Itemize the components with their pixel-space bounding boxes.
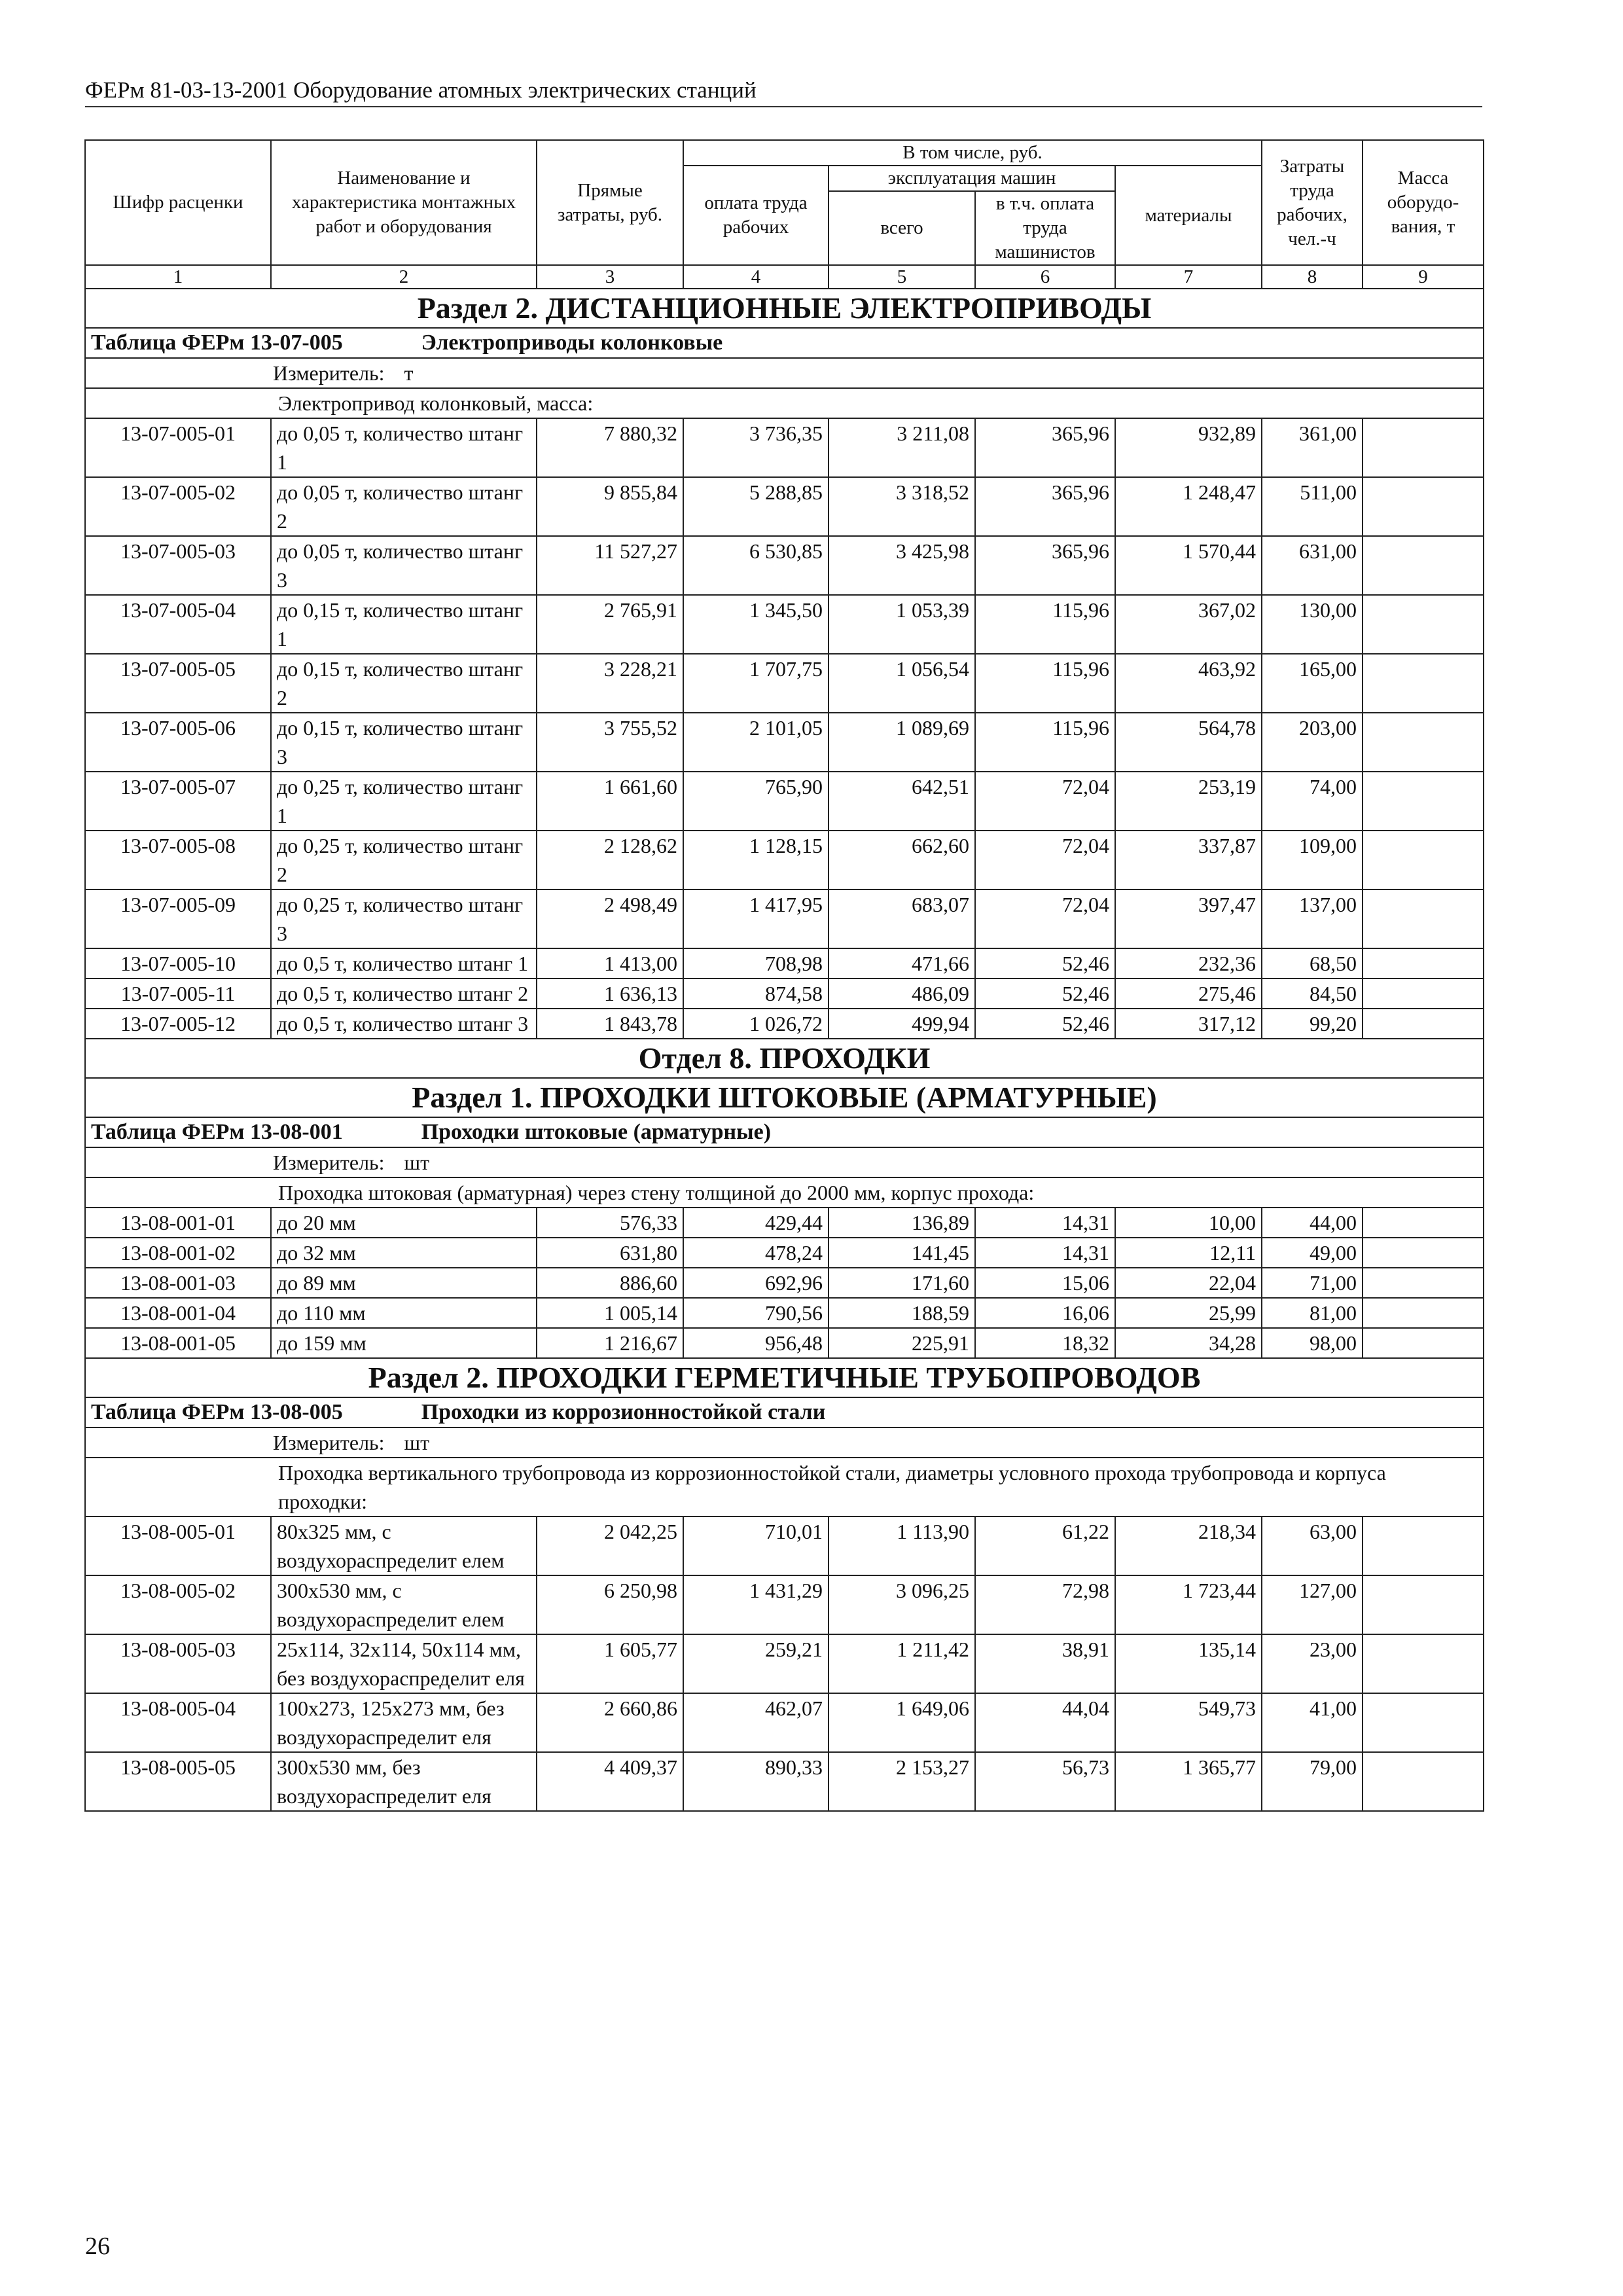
cell-name: 300х530 мм, без воздухораспределит еля	[271, 1752, 537, 1811]
cell-direct: 11 527,27	[537, 536, 683, 595]
cell-machinists: 52,46	[975, 1009, 1115, 1039]
cell-direct: 3 755,52	[537, 713, 683, 772]
cell-machines: 1 053,39	[829, 595, 975, 654]
section-title: Раздел 1. ПРОХОДКИ ШТОКОВЫЕ (АРМАТУРНЫЕ)	[85, 1078, 1484, 1117]
table-row	[85, 1575, 1484, 1634]
cell-materials: 12,11	[1115, 1238, 1262, 1268]
cell-mass	[1363, 1208, 1484, 1238]
cell-materials: 549,73	[1115, 1693, 1262, 1752]
department-title: Отдел 8. ПРОХОДКИ	[85, 1039, 1484, 1078]
cell-direct: 1 636,13	[537, 978, 683, 1009]
cell-materials: 564,78	[1115, 713, 1262, 772]
section-title: Раздел 2. ПРОХОДКИ ГЕРМЕТИЧНЫЕ ТРУБОПРОВОДОВ	[85, 1358, 1484, 1397]
cell-code: 13-07-005-03	[85, 536, 271, 595]
cell-code: 13-07-005-12	[85, 1009, 271, 1039]
cell-name: до 0,25 т, количество штанг 3	[271, 889, 537, 948]
cell-machines: 3 318,52	[829, 477, 975, 536]
cell-direct: 2 128,62	[537, 831, 683, 889]
group-caption: Проходка вертикального трубопровода из коррозионностойкой стали, диаметры условного прохода трубопровода и корпуса проходки:	[85, 1458, 1484, 1516]
table-title-row	[85, 1117, 1484, 1147]
cell-mass	[1363, 831, 1484, 889]
cell-materials: 275,46	[1115, 978, 1262, 1009]
cell-mass	[1363, 595, 1484, 654]
cell-wages: 6 530,85	[683, 536, 829, 595]
cell-machines: 225,91	[829, 1328, 975, 1358]
table-row	[85, 418, 1484, 477]
table-row	[85, 1298, 1484, 1328]
cell-materials: 34,28	[1115, 1328, 1262, 1358]
cell-materials: 1 723,44	[1115, 1575, 1262, 1634]
cell-wages: 708,98	[683, 948, 829, 978]
cell-name: до 110 мм	[271, 1298, 537, 1328]
cell-machines: 486,09	[829, 978, 975, 1009]
cell-machines: 642,51	[829, 772, 975, 831]
cell-wages: 790,56	[683, 1298, 829, 1328]
cell-code: 13-08-001-04	[85, 1298, 271, 1328]
cell-mass	[1363, 772, 1484, 831]
cell-code: 13-07-005-02	[85, 477, 271, 536]
cell-machines: 471,66	[829, 948, 975, 978]
col-number: 1	[85, 265, 271, 289]
cell-machinists: 115,96	[975, 654, 1115, 713]
cell-wages: 874,58	[683, 978, 829, 1009]
table-row	[85, 1328, 1484, 1358]
table-row	[85, 713, 1484, 772]
col-number: 6	[975, 265, 1115, 289]
cell-mass	[1363, 418, 1484, 477]
cell-materials: 135,14	[1115, 1634, 1262, 1693]
cell-materials: 25,99	[1115, 1298, 1262, 1328]
table-row	[85, 948, 1484, 978]
cell-machinists: 16,06	[975, 1298, 1115, 1328]
cell-wages: 3 736,35	[683, 418, 829, 477]
cell-labor: 130,00	[1262, 595, 1363, 654]
cell-direct: 1 661,60	[537, 772, 683, 831]
cell-mass	[1363, 889, 1484, 948]
col-number: 2	[271, 265, 537, 289]
col-header-including: В том числе, руб.	[683, 140, 1262, 166]
cell-name: 300х530 мм, с воздухораспределит елем	[271, 1575, 537, 1634]
cell-machines: 171,60	[829, 1268, 975, 1298]
col-number: 5	[829, 265, 975, 289]
page-number: 26	[85, 2233, 110, 2260]
cell-wages: 1 345,50	[683, 595, 829, 654]
cell-wages: 956,48	[683, 1328, 829, 1358]
table-row	[85, 536, 1484, 595]
table-title	[85, 328, 1484, 358]
cell-machinists: 365,96	[975, 477, 1115, 536]
meter-row	[85, 358, 1484, 388]
cell-direct: 631,80	[537, 1238, 683, 1268]
cell-labor: 71,00	[1262, 1268, 1363, 1298]
cell-machinists: 14,31	[975, 1208, 1115, 1238]
cell-mass	[1363, 1693, 1484, 1752]
table-name: Проходки из коррозионностойкой стали	[421, 1400, 826, 1424]
table-row	[85, 1208, 1484, 1238]
group-caption: Проходка штоковая (арматурная) через стену толщиной до 2000 мм, корпус прохода:	[85, 1177, 1484, 1208]
meter-unit: шт	[404, 1431, 430, 1454]
cell-code: 13-08-001-05	[85, 1328, 271, 1358]
cell-labor: 41,00	[1262, 1693, 1363, 1752]
cell-machinists: 44,04	[975, 1693, 1115, 1752]
cell-machinists: 365,96	[975, 418, 1115, 477]
cell-code: 13-08-005-04	[85, 1693, 271, 1752]
cell-machinists: 52,46	[975, 948, 1115, 978]
meter	[85, 358, 1484, 388]
table-body	[85, 289, 1484, 1811]
cell-name: до 0,05 т, количество штанг 1	[271, 418, 537, 477]
table-row	[85, 978, 1484, 1009]
table-title	[85, 1397, 1484, 1427]
cell-wages: 710,01	[683, 1516, 829, 1575]
cell-materials: 337,87	[1115, 831, 1262, 889]
cell-wages: 1 417,95	[683, 889, 829, 948]
cell-code: 13-08-005-02	[85, 1575, 271, 1634]
cell-code: 13-07-005-08	[85, 831, 271, 889]
cell-mass	[1363, 1752, 1484, 1811]
cell-name: 80х325 мм, с воздухораспределит елем	[271, 1516, 537, 1575]
cell-machines: 3 096,25	[829, 1575, 975, 1634]
cell-machines: 3 425,98	[829, 536, 975, 595]
table-row	[85, 1516, 1484, 1575]
cell-mass	[1363, 948, 1484, 978]
cell-labor: 49,00	[1262, 1238, 1363, 1268]
col-header-machines: эксплуатация машин	[829, 166, 1115, 191]
cell-code: 13-08-001-02	[85, 1238, 271, 1268]
cell-name: до 0,15 т, количество штанг 1	[271, 595, 537, 654]
caption-row	[85, 1177, 1484, 1208]
cell-code: 13-08-005-05	[85, 1752, 271, 1811]
table-row	[85, 1238, 1484, 1268]
cell-mass	[1363, 1328, 1484, 1358]
cell-code: 13-07-005-05	[85, 654, 271, 713]
cell-direct: 886,60	[537, 1268, 683, 1298]
group-caption: Электропривод колонковый, масса:	[85, 388, 1484, 418]
cell-machinists: 365,96	[975, 536, 1115, 595]
cell-name: до 0,25 т, количество штанг 1	[271, 772, 537, 831]
table-row	[85, 1752, 1484, 1811]
cell-direct: 6 250,98	[537, 1575, 683, 1634]
cell-wages: 259,21	[683, 1634, 829, 1693]
meter-label: Измеритель:	[273, 1431, 385, 1454]
cell-wages: 462,07	[683, 1693, 829, 1752]
meter	[85, 1147, 1484, 1177]
col-number: 8	[1262, 265, 1363, 289]
cell-labor: 81,00	[1262, 1298, 1363, 1328]
cell-code: 13-07-005-09	[85, 889, 271, 948]
cell-machines: 1 211,42	[829, 1634, 975, 1693]
table-row	[85, 831, 1484, 889]
cell-direct: 2 042,25	[537, 1516, 683, 1575]
cell-machinists: 18,32	[975, 1328, 1115, 1358]
cell-labor: 63,00	[1262, 1516, 1363, 1575]
table-code: Таблица ФЕРм 13-07-005	[91, 331, 343, 355]
rates-table	[84, 139, 1484, 1812]
cell-direct: 1 413,00	[537, 948, 683, 978]
table-row	[85, 1009, 1484, 1039]
cell-code: 13-07-005-04	[85, 595, 271, 654]
cell-name: до 0,05 т, количество штанг 3	[271, 536, 537, 595]
cell-mass	[1363, 1575, 1484, 1634]
col-header-machines-total: всего	[829, 191, 975, 265]
section-row	[85, 289, 1484, 328]
cell-wages: 1 707,75	[683, 654, 829, 713]
table-title	[85, 1117, 1484, 1147]
cell-direct: 1 005,14	[537, 1298, 683, 1328]
cell-materials: 1 365,77	[1115, 1752, 1262, 1811]
cell-wages: 890,33	[683, 1752, 829, 1811]
cell-labor: 99,20	[1262, 1009, 1363, 1039]
table-row	[85, 1693, 1484, 1752]
cell-machines: 136,89	[829, 1208, 975, 1238]
cell-machines: 1 649,06	[829, 1693, 975, 1752]
cell-direct: 2 765,91	[537, 595, 683, 654]
cell-name: до 0,15 т, количество штанг 2	[271, 654, 537, 713]
cell-mass	[1363, 477, 1484, 536]
cell-direct: 2 498,49	[537, 889, 683, 948]
cell-machinists: 38,91	[975, 1634, 1115, 1693]
cell-machines: 662,60	[829, 831, 975, 889]
table-name: Электроприводы колонковые	[421, 331, 723, 355]
caption-row	[85, 388, 1484, 418]
cell-labor: 68,50	[1262, 948, 1363, 978]
cell-name: до 0,25 т, количество штанг 2	[271, 831, 537, 889]
cell-code: 13-08-001-01	[85, 1208, 271, 1238]
section-row	[85, 1358, 1484, 1397]
caption-row	[85, 1458, 1484, 1516]
cell-code: 13-07-005-10	[85, 948, 271, 978]
cell-machinists: 72,98	[975, 1575, 1115, 1634]
cell-direct: 9 855,84	[537, 477, 683, 536]
cell-mass	[1363, 536, 1484, 595]
meter-label: Измеритель:	[273, 361, 385, 385]
cell-name: до 0,5 т, количество штанг 3	[271, 1009, 537, 1039]
col-header-direct: Прямые затраты, руб.	[537, 140, 683, 265]
cell-mass	[1363, 1268, 1484, 1298]
cell-labor: 44,00	[1262, 1208, 1363, 1238]
cell-materials: 367,02	[1115, 595, 1262, 654]
cell-materials: 218,34	[1115, 1516, 1262, 1575]
cell-machines: 2 153,27	[829, 1752, 975, 1811]
cell-machinists: 61,22	[975, 1516, 1115, 1575]
table-row	[85, 477, 1484, 536]
col-number: 9	[1363, 265, 1484, 289]
cell-name: до 159 мм	[271, 1328, 537, 1358]
cell-mass	[1363, 654, 1484, 713]
cell-wages: 478,24	[683, 1238, 829, 1268]
cell-mass	[1363, 978, 1484, 1009]
cell-wages: 1 431,29	[683, 1575, 829, 1634]
cell-direct: 3 228,21	[537, 654, 683, 713]
cell-machines: 499,94	[829, 1009, 975, 1039]
cell-machines: 141,45	[829, 1238, 975, 1268]
department-row	[85, 1039, 1484, 1078]
cell-direct: 2 660,86	[537, 1693, 683, 1752]
cell-labor: 127,00	[1262, 1575, 1363, 1634]
cell-machinists: 15,06	[975, 1268, 1115, 1298]
cell-machinists: 115,96	[975, 595, 1115, 654]
cell-name: 100х273, 125х273 мм, без воздухораспределит еля	[271, 1693, 537, 1752]
cell-machinists: 115,96	[975, 713, 1115, 772]
cell-name: 25х114, 32х114, 50х114 мм, без воздухораспределит еля	[271, 1634, 537, 1693]
cell-machinists: 72,04	[975, 889, 1115, 948]
cell-machinists: 52,46	[975, 978, 1115, 1009]
cell-wages: 429,44	[683, 1208, 829, 1238]
table-row	[85, 654, 1484, 713]
cell-wages: 1 128,15	[683, 831, 829, 889]
cell-labor: 203,00	[1262, 713, 1363, 772]
cell-direct: 576,33	[537, 1208, 683, 1238]
cell-machinists: 72,04	[975, 831, 1115, 889]
cell-name: до 0,5 т, количество штанг 1	[271, 948, 537, 978]
cell-code: 13-08-001-03	[85, 1268, 271, 1298]
table-row	[85, 595, 1484, 654]
table-title-row	[85, 1397, 1484, 1427]
cell-mass	[1363, 1634, 1484, 1693]
cell-labor: 361,00	[1262, 418, 1363, 477]
cell-materials: 10,00	[1115, 1208, 1262, 1238]
cell-labor: 74,00	[1262, 772, 1363, 831]
cell-code: 13-08-005-03	[85, 1634, 271, 1693]
table-header	[85, 140, 1484, 289]
meter-row	[85, 1147, 1484, 1177]
cell-machines: 1 056,54	[829, 654, 975, 713]
cell-labor: 84,50	[1262, 978, 1363, 1009]
cell-labor: 109,00	[1262, 831, 1363, 889]
cell-direct: 1 605,77	[537, 1634, 683, 1693]
cell-name: до 0,5 т, количество штанг 2	[271, 978, 537, 1009]
cell-code: 13-07-005-01	[85, 418, 271, 477]
cell-machinists: 72,04	[975, 772, 1115, 831]
cell-wages: 2 101,05	[683, 713, 829, 772]
table-name: Проходки штоковые (арматурные)	[421, 1120, 772, 1144]
table-row	[85, 1268, 1484, 1298]
cell-wages: 1 026,72	[683, 1009, 829, 1039]
cell-machines: 683,07	[829, 889, 975, 948]
cell-materials: 1 570,44	[1115, 536, 1262, 595]
col-header-materials: материалы	[1115, 166, 1262, 265]
cell-code: 13-07-005-11	[85, 978, 271, 1009]
col-number: 4	[683, 265, 829, 289]
cell-direct: 1 216,67	[537, 1328, 683, 1358]
cell-labor: 511,00	[1262, 477, 1363, 536]
cell-materials: 463,92	[1115, 654, 1262, 713]
cell-direct: 7 880,32	[537, 418, 683, 477]
section-title: Раздел 2. ДИСТАНЦИОННЫЕ ЭЛЕКТРОПРИВОДЫ	[85, 289, 1484, 328]
cell-name: до 0,05 т, количество штанг 2	[271, 477, 537, 536]
meter-unit: т	[404, 361, 414, 385]
cell-code: 13-07-005-06	[85, 713, 271, 772]
cell-machines: 1 089,69	[829, 713, 975, 772]
col-header-machinists: в т.ч. оплата труда машинистов	[975, 191, 1115, 265]
col-header-code: Шифр расценки	[85, 140, 271, 265]
cell-code: 13-08-005-01	[85, 1516, 271, 1575]
cell-labor: 79,00	[1262, 1752, 1363, 1811]
cell-name: до 0,15 т, количество штанг 3	[271, 713, 537, 772]
meter	[85, 1427, 1484, 1458]
cell-materials: 397,47	[1115, 889, 1262, 948]
table-row	[85, 1634, 1484, 1693]
table-row	[85, 772, 1484, 831]
cell-machinists: 56,73	[975, 1752, 1115, 1811]
cell-wages: 765,90	[683, 772, 829, 831]
section-row	[85, 1078, 1484, 1117]
cell-materials: 253,19	[1115, 772, 1262, 831]
cell-labor: 98,00	[1262, 1328, 1363, 1358]
cell-wages: 5 288,85	[683, 477, 829, 536]
cell-mass	[1363, 1298, 1484, 1328]
cell-code: 13-07-005-07	[85, 772, 271, 831]
col-header-name: Наименование и характеристика монтажных работ и оборудования	[271, 140, 537, 265]
table-title-row	[85, 328, 1484, 358]
cell-materials: 22,04	[1115, 1268, 1262, 1298]
cell-machines: 188,59	[829, 1298, 975, 1328]
cell-materials: 317,12	[1115, 1009, 1262, 1039]
table-row	[85, 889, 1484, 948]
col-number: 3	[537, 265, 683, 289]
meter-label: Измеритель:	[273, 1151, 385, 1174]
meter-unit: шт	[404, 1151, 430, 1174]
cell-name: до 20 мм	[271, 1208, 537, 1238]
cell-machines: 3 211,08	[829, 418, 975, 477]
cell-materials: 932,89	[1115, 418, 1262, 477]
cell-machines: 1 113,90	[829, 1516, 975, 1575]
cell-labor: 165,00	[1262, 654, 1363, 713]
col-header-labor: Затраты труда рабочих, чел.-ч	[1262, 140, 1363, 265]
cell-mass	[1363, 713, 1484, 772]
cell-name: до 89 мм	[271, 1268, 537, 1298]
cell-labor: 631,00	[1262, 536, 1363, 595]
col-header-wages: оплата труда рабочих	[683, 166, 829, 265]
cell-mass	[1363, 1009, 1484, 1039]
page-header: ФЕРм 81-03-13-2001 Оборудование атомных электрических станций	[85, 77, 1482, 107]
cell-direct: 1 843,78	[537, 1009, 683, 1039]
col-number: 7	[1115, 265, 1262, 289]
table-code: Таблица ФЕРм 13-08-001	[91, 1120, 343, 1144]
cell-direct: 4 409,37	[537, 1752, 683, 1811]
cell-mass	[1363, 1516, 1484, 1575]
table-code: Таблица ФЕРм 13-08-005	[91, 1400, 343, 1424]
cell-materials: 1 248,47	[1115, 477, 1262, 536]
col-header-mass: Масса оборудо-вания, т	[1363, 140, 1484, 265]
cell-wages: 692,96	[683, 1268, 829, 1298]
cell-mass	[1363, 1238, 1484, 1268]
cell-labor: 23,00	[1262, 1634, 1363, 1693]
meter-row	[85, 1427, 1484, 1458]
cell-materials: 232,36	[1115, 948, 1262, 978]
cell-machinists: 14,31	[975, 1238, 1115, 1268]
cell-labor: 137,00	[1262, 889, 1363, 948]
cell-name: до 32 мм	[271, 1238, 537, 1268]
